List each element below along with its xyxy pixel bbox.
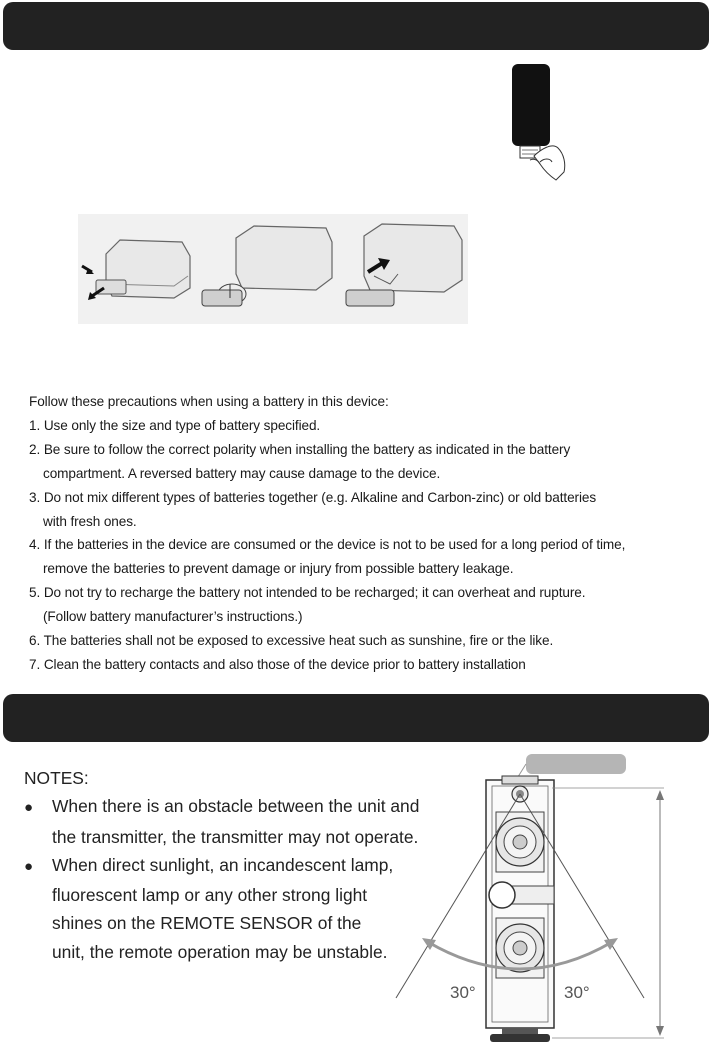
precaution-item: 1. Use only the size and type of battery specified. <box>29 417 321 433</box>
note-text: When there is an obstacle between the unit and <box>52 796 420 817</box>
bullet-icon: ● <box>24 857 34 875</box>
note-text: When direct sunlight, an incandescent lamp, <box>52 854 394 875</box>
precaution-item: 2. Be sure to follow the correct polarity when installing the battery as indicated in the battery <box>29 441 571 457</box>
note-text: fluorescent lamp or any other strong light <box>52 885 368 906</box>
battery-precautions <box>29 390 699 677</box>
remote-notes <box>24 764 444 966</box>
precaution-item-continued: with fresh ones. <box>43 513 137 529</box>
angle-label-left: 30° <box>450 983 476 1002</box>
bullet-icon: ● <box>24 799 34 817</box>
precaution-item: 3. Do not mix different types of batteries together (e.g. Alkaline and Carbon-zinc) or old batteries <box>29 489 597 505</box>
precaution-item: 5. Do not try to recharge the battery not intended to be recharged; it can overheat and rupture. <box>29 585 586 601</box>
note-text: shines on the REMOTE SENSOR of the <box>52 913 362 934</box>
angle-label-right: 30° <box>564 983 590 1002</box>
note-text: unit, the remote operation may be unstable. <box>52 941 388 962</box>
battery-replacement-steps-illustration <box>78 214 468 324</box>
notes-title: NOTES: <box>24 768 89 788</box>
section-header-bar-bottom <box>3 694 709 742</box>
precaution-item: 4. If the batteries in the device are consumed or the device is not to be used for a long period of time, <box>29 537 626 553</box>
precaution-item: 6. The batteries shall not be exposed to excessive heat such as sunshine, fire or the like. <box>29 633 554 649</box>
precaution-item-continued: (Follow battery manufacturer’s instructions.) <box>43 609 303 625</box>
precaution-item: 7. Clean the battery contacts and also those of the device prior to battery installation <box>29 656 526 672</box>
remote-sensor-angle-diagram <box>392 752 692 1044</box>
precaution-item-continued: remove the batteries to prevent damage or injury from possible battery leakage. <box>43 561 514 577</box>
note-text: the transmitter, the transmitter may not operate. <box>52 826 419 847</box>
precaution-item-continued: compartment. A reversed battery may cause damage to the device. <box>43 465 441 481</box>
section-header-bar-top <box>3 2 709 50</box>
precautions-intro: Follow these precautions when using a battery in this device: <box>29 394 389 409</box>
remote-pull-tab-illustration <box>500 58 580 188</box>
